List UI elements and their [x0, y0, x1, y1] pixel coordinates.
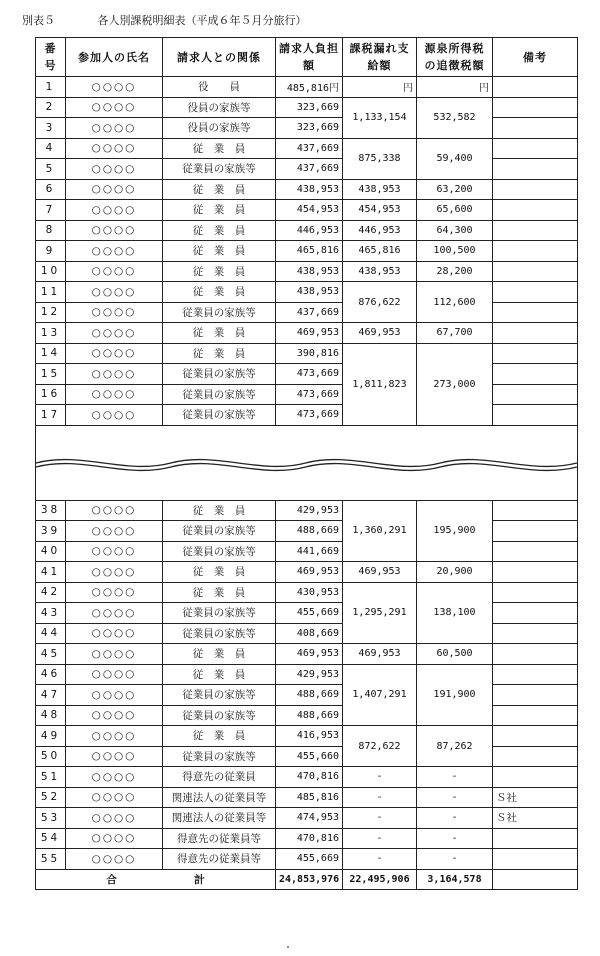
- participant-name: ○○○○: [66, 664, 163, 685]
- claimant-burden-amount: 488,669: [276, 705, 343, 726]
- remarks-cell: [493, 726, 578, 747]
- remarks-cell: [493, 159, 578, 180]
- table-row: [36, 623, 578, 644]
- claimant-burden-amount: 469,953: [276, 644, 343, 665]
- row-number: 5: [36, 159, 66, 180]
- table-row: [36, 664, 578, 685]
- participant-name: ○○○○: [66, 644, 163, 665]
- row-number: 17: [36, 405, 66, 426]
- remarks-cell: [493, 220, 578, 241]
- participant-name: ○○○○: [66, 787, 163, 808]
- participant-name: ○○○○: [66, 323, 163, 344]
- table-row: [36, 220, 578, 241]
- row-number: 3: [36, 118, 66, 139]
- participant-name: ○○○○: [66, 179, 163, 200]
- participant-name: ○○○○: [66, 746, 163, 767]
- remarks-cell: [493, 521, 578, 542]
- remarks-cell: [493, 500, 578, 521]
- remarks-cell: Ｓ社: [493, 808, 578, 829]
- relation-to-claimant: 従 業 員: [163, 323, 276, 344]
- participant-name: ○○○○: [66, 138, 163, 159]
- row-number: 43: [36, 603, 66, 624]
- claimant-burden-amount: 446,953: [276, 220, 343, 241]
- table-row: [36, 746, 578, 767]
- participant-name: ○○○○: [66, 623, 163, 644]
- withholding-tax-amount: 63,200: [417, 179, 493, 200]
- row-number: 46: [36, 664, 66, 685]
- table-row: [36, 179, 578, 200]
- row-number: 15: [36, 364, 66, 385]
- table-row: [36, 77, 578, 98]
- claimant-burden-amount: 469,953: [276, 562, 343, 583]
- taxable-amount: 469,953: [343, 644, 417, 665]
- withholding-tax-amount: 64,300: [417, 220, 493, 241]
- participant-name: ○○○○: [66, 705, 163, 726]
- row-number: 55: [36, 849, 66, 870]
- relation-to-claimant: 従 業 員: [163, 582, 276, 603]
- row-number: 48: [36, 705, 66, 726]
- claimant-burden-amount: 455,669: [276, 849, 343, 870]
- total-tax: 3,164,578: [417, 869, 493, 890]
- participant-name: ○○○○: [66, 828, 163, 849]
- remarks-cell: [493, 179, 578, 200]
- claimant-burden-amount: 416,953: [276, 726, 343, 747]
- claimant-burden-amount: 470,816: [276, 828, 343, 849]
- relation-to-claimant: 従 業 員: [163, 241, 276, 262]
- taxable-amount: 446,953: [343, 220, 417, 241]
- row-number: 2: [36, 97, 66, 118]
- relation-to-claimant: 関連法人の従業員等: [163, 808, 276, 829]
- relation-to-claimant: 従 業 員: [163, 664, 276, 685]
- taxable-amount: -: [343, 808, 417, 829]
- remarks-cell: [493, 343, 578, 364]
- withholding-tax-amount: 191,900: [417, 664, 493, 726]
- claimant-burden-amount: 473,669: [276, 384, 343, 405]
- remarks-cell: [493, 849, 578, 870]
- total-note: [493, 869, 578, 890]
- claimant-burden-amount: 455,669: [276, 603, 343, 624]
- withholding-tax-amount: 67,700: [417, 323, 493, 344]
- table-row: [36, 302, 578, 323]
- table-row: [36, 521, 578, 542]
- claimant-burden-amount: 408,669: [276, 623, 343, 644]
- table-row: [36, 603, 578, 624]
- relation-to-claimant: 従 業 員: [163, 179, 276, 200]
- table-total: [36, 869, 578, 890]
- relation-to-claimant: 役 員: [163, 77, 276, 98]
- claimant-burden-amount: 323,669: [276, 118, 343, 139]
- relation-to-claimant: 従業員の家族等: [163, 302, 276, 323]
- table-row: [36, 808, 578, 829]
- claimant-burden-amount: 438,953: [276, 282, 343, 303]
- relation-to-claimant: 従 業 員: [163, 138, 276, 159]
- table-row: [36, 384, 578, 405]
- participant-name: ○○○○: [66, 562, 163, 583]
- row-number: 41: [36, 562, 66, 583]
- withholding-tax-amount: 28,200: [417, 261, 493, 282]
- claimant-burden-amount: 438,953: [276, 261, 343, 282]
- total-label-b: 計: [194, 873, 205, 886]
- claimant-burden-amount: 430,953: [276, 582, 343, 603]
- relation-to-claimant: 従業員の家族等: [163, 159, 276, 180]
- header-note: 備考: [493, 38, 578, 77]
- remarks-cell: [493, 767, 578, 788]
- taxable-amount: 1,811,823: [343, 343, 417, 425]
- withholding-tax-amount: -: [417, 787, 493, 808]
- row-number: 47: [36, 685, 66, 706]
- claimant-burden-amount: 454,953: [276, 200, 343, 221]
- row-number: 13: [36, 323, 66, 344]
- participant-name: ○○○○: [66, 343, 163, 364]
- row-number: 6: [36, 179, 66, 200]
- relation-to-claimant: 従業員の家族等: [163, 364, 276, 385]
- table-row: [36, 787, 578, 808]
- remarks-cell: [493, 323, 578, 344]
- withholding-tax-amount: 65,600: [417, 200, 493, 221]
- row-number: 1: [36, 77, 66, 98]
- remarks-cell: [493, 118, 578, 139]
- relation-to-claimant: 従 業 員: [163, 500, 276, 521]
- tax-detail-table: [35, 37, 578, 890]
- remarks-cell: [493, 746, 578, 767]
- row-number: 11: [36, 282, 66, 303]
- table-row: [36, 828, 578, 849]
- participant-name: ○○○○: [66, 405, 163, 426]
- header-relation: 請求人との関係: [163, 38, 276, 77]
- header-taxable: 課税漏れ支給額: [343, 38, 417, 77]
- withholding-tax-amount: 87,262: [417, 726, 493, 767]
- header-tax: 源泉所得税の追徴税額: [417, 38, 493, 77]
- remarks-cell: [493, 364, 578, 385]
- table-break: [36, 425, 578, 500]
- relation-to-claimant: 従 業 員: [163, 562, 276, 583]
- remarks-cell: [493, 664, 578, 685]
- relation-to-claimant: 従業員の家族等: [163, 623, 276, 644]
- table-row: [36, 261, 578, 282]
- participant-name: ○○○○: [66, 364, 163, 385]
- relation-to-claimant: 従業員の家族等: [163, 705, 276, 726]
- total-burden: 24,853,976: [276, 869, 343, 890]
- participant-name: ○○○○: [66, 200, 163, 221]
- table-row: [36, 343, 578, 364]
- remarks-cell: [493, 138, 578, 159]
- header-name: 参加人の氏名: [66, 38, 163, 77]
- withholding-tax-amount: 273,000: [417, 343, 493, 425]
- taxable-amount: -: [343, 787, 417, 808]
- participant-name: ○○○○: [66, 97, 163, 118]
- table-body-bottom: [36, 500, 578, 869]
- row-number: 52: [36, 787, 66, 808]
- claimant-burden-amount: 473,669: [276, 364, 343, 385]
- table-row: [36, 541, 578, 562]
- relation-to-claimant: 従業員の家族等: [163, 384, 276, 405]
- table-row: [36, 562, 578, 583]
- participant-name: ○○○○: [66, 302, 163, 323]
- document-caption: [22, 12, 307, 28]
- taxable-amount: 454,953: [343, 200, 417, 221]
- relation-to-claimant: 得意先の従業員等: [163, 828, 276, 849]
- withholding-tax-amount: [417, 77, 493, 98]
- claimant-burden-amount: 438,953: [276, 179, 343, 200]
- relation-to-claimant: 従 業 員: [163, 261, 276, 282]
- relation-to-claimant: 従 業 員: [163, 220, 276, 241]
- participant-name: ○○○○: [66, 159, 163, 180]
- withholding-tax-amount: 532,582: [417, 97, 493, 138]
- claimant-burden-amount: 485,816: [276, 787, 343, 808]
- relation-to-claimant: 従業員の家族等: [163, 541, 276, 562]
- remarks-cell: Ｓ社: [493, 787, 578, 808]
- row-number: 53: [36, 808, 66, 829]
- row-number: 40: [36, 541, 66, 562]
- claimant-burden-amount: 437,669: [276, 159, 343, 180]
- total-row: [36, 869, 578, 890]
- relation-to-claimant: 従業員の家族等: [163, 405, 276, 426]
- relation-to-claimant: 従業員の家族等: [163, 521, 276, 542]
- table-row: [36, 138, 578, 159]
- wavy-break-line: [36, 425, 578, 500]
- claimant-burden-amount: 441,669: [276, 541, 343, 562]
- total-label: [36, 869, 276, 890]
- table-row: [36, 767, 578, 788]
- row-number: 16: [36, 384, 66, 405]
- claimant-burden-amount: 455,660: [276, 746, 343, 767]
- taxable-amount: 438,953: [343, 179, 417, 200]
- remarks-cell: [493, 623, 578, 644]
- claimant-burden-amount: 437,669: [276, 138, 343, 159]
- relation-to-claimant: 従業員の家族等: [163, 685, 276, 706]
- row-number: 45: [36, 644, 66, 665]
- total-taxable: 22,495,906: [343, 869, 417, 890]
- claimant-burden-amount: 470,816: [276, 767, 343, 788]
- table-row: [36, 582, 578, 603]
- claimant-burden-amount: 429,953: [276, 500, 343, 521]
- table-row: [36, 705, 578, 726]
- taxable-amount: 872,622: [343, 726, 417, 767]
- row-number: 50: [36, 746, 66, 767]
- claimant-burden-amount: 469,953: [276, 323, 343, 344]
- claimant-burden-amount: 429,953: [276, 664, 343, 685]
- participant-name: ○○○○: [66, 808, 163, 829]
- remarks-cell: [493, 405, 578, 426]
- taxable-amount: 1,133,154: [343, 97, 417, 138]
- relation-to-claimant: 得意先の従業員: [163, 767, 276, 788]
- participant-name: ○○○○: [66, 541, 163, 562]
- table-row: [36, 364, 578, 385]
- row-number: 39: [36, 521, 66, 542]
- withholding-tax-amount: 112,600: [417, 282, 493, 323]
- remarks-cell: [493, 562, 578, 583]
- remarks-cell: [493, 384, 578, 405]
- claimant-burden-amount: 488,669: [276, 521, 343, 542]
- withholding-tax-amount: 60,500: [417, 644, 493, 665]
- table-row: [36, 282, 578, 303]
- remarks-cell: [493, 200, 578, 221]
- taxable-amount: 1,407,291: [343, 664, 417, 726]
- row-number: 42: [36, 582, 66, 603]
- row-number: 44: [36, 623, 66, 644]
- row-number: 9: [36, 241, 66, 262]
- claimant-burden-amount: 437,669: [276, 302, 343, 323]
- table-row: [36, 200, 578, 221]
- header-burden: 請求人負担額: [276, 38, 343, 77]
- row-number: 12: [36, 302, 66, 323]
- total-label-a: 合: [106, 873, 117, 886]
- relation-to-claimant: 従 業 員: [163, 200, 276, 221]
- unit-yen: 円: [403, 83, 413, 95]
- participant-name: ○○○○: [66, 726, 163, 747]
- participant-name: ○○○○: [66, 220, 163, 241]
- taxable-amount: -: [343, 828, 417, 849]
- row-number: 8: [36, 220, 66, 241]
- table-body-top: [36, 77, 578, 426]
- participant-name: ○○○○: [66, 500, 163, 521]
- relation-to-claimant: 得意先の従業員等: [163, 849, 276, 870]
- remarks-cell: [493, 302, 578, 323]
- page-speck: [287, 946, 289, 948]
- taxable-amount: 1,295,291: [343, 582, 417, 644]
- withholding-tax-amount: 100,500: [417, 241, 493, 262]
- table-row: [36, 644, 578, 665]
- participant-name: ○○○○: [66, 849, 163, 870]
- remarks-cell: [493, 685, 578, 706]
- relation-to-claimant: 従業員の家族等: [163, 603, 276, 624]
- participant-name: ○○○○: [66, 603, 163, 624]
- participant-name: ○○○○: [66, 582, 163, 603]
- relation-to-claimant: 役員の家族等: [163, 97, 276, 118]
- remarks-cell: [493, 644, 578, 665]
- remarks-cell: [493, 261, 578, 282]
- relation-to-claimant: 従 業 員: [163, 282, 276, 303]
- withholding-tax-amount: 20,900: [417, 562, 493, 583]
- claimant-burden-amount: 390,816: [276, 343, 343, 364]
- row-number: 51: [36, 767, 66, 788]
- table-row: [36, 97, 578, 118]
- participant-name: ○○○○: [66, 241, 163, 262]
- table-row: [36, 118, 578, 139]
- row-number: 4: [36, 138, 66, 159]
- row-number: 54: [36, 828, 66, 849]
- remarks-cell: [493, 603, 578, 624]
- remarks-cell: [493, 705, 578, 726]
- claimant-burden-amount: 323,669: [276, 97, 343, 118]
- claimant-burden-amount: 465,816: [276, 241, 343, 262]
- withholding-tax-amount: -: [417, 828, 493, 849]
- appendix-tag: 別表５: [22, 14, 55, 27]
- taxable-amount: 438,953: [343, 261, 417, 282]
- row-number: 7: [36, 200, 66, 221]
- header-no: 番号: [36, 38, 66, 77]
- taxable-amount: -: [343, 849, 417, 870]
- relation-to-claimant: 従業員の家族等: [163, 746, 276, 767]
- relation-to-claimant: 役員の家族等: [163, 118, 276, 139]
- table-row: [36, 500, 578, 521]
- omission-break-row: [36, 425, 578, 500]
- row-number: 49: [36, 726, 66, 747]
- relation-to-claimant: 従 業 員: [163, 726, 276, 747]
- table-row: [36, 241, 578, 262]
- taxable-amount: 469,953: [343, 323, 417, 344]
- table-row: [36, 849, 578, 870]
- participant-name: ○○○○: [66, 767, 163, 788]
- table-row: [36, 159, 578, 180]
- relation-to-claimant: 関連法人の従業員等: [163, 787, 276, 808]
- withholding-tax-amount: 138,100: [417, 582, 493, 644]
- participant-name: ○○○○: [66, 685, 163, 706]
- remarks-cell: [493, 282, 578, 303]
- table-row: [36, 726, 578, 747]
- row-number: 10: [36, 261, 66, 282]
- taxable-amount: 469,953: [343, 562, 417, 583]
- taxable-amount: 1,360,291: [343, 500, 417, 562]
- taxable-amount: [343, 77, 417, 98]
- relation-to-claimant: 従 業 員: [163, 343, 276, 364]
- taxable-amount: 465,816: [343, 241, 417, 262]
- participant-name: ○○○○: [66, 118, 163, 139]
- withholding-tax-amount: -: [417, 849, 493, 870]
- claimant-burden-amount: 485,816円: [276, 77, 343, 98]
- participant-name: ○○○○: [66, 521, 163, 542]
- table-title: 各人別課税明細表（平成６年５月分旅行）: [97, 14, 307, 27]
- relation-to-claimant: 従 業 員: [163, 644, 276, 665]
- withholding-tax-amount: 195,900: [417, 500, 493, 562]
- taxable-amount: -: [343, 767, 417, 788]
- participant-name: ○○○○: [66, 77, 163, 98]
- claimant-burden-amount: 474,953: [276, 808, 343, 829]
- remarks-cell: [493, 541, 578, 562]
- withholding-tax-amount: -: [417, 808, 493, 829]
- taxable-amount: 875,338: [343, 138, 417, 179]
- header-row: [36, 38, 578, 77]
- participant-name: ○○○○: [66, 282, 163, 303]
- row-number: 38: [36, 500, 66, 521]
- table-row: [36, 685, 578, 706]
- remarks-cell: [493, 241, 578, 262]
- claimant-burden-amount: 473,669: [276, 405, 343, 426]
- remarks-cell: [493, 77, 578, 98]
- remarks-cell: [493, 828, 578, 849]
- row-number: 14: [36, 343, 66, 364]
- withholding-tax-amount: 59,400: [417, 138, 493, 179]
- taxable-amount: 876,622: [343, 282, 417, 323]
- participant-name: ○○○○: [66, 261, 163, 282]
- table-row: [36, 405, 578, 426]
- participant-name: ○○○○: [66, 384, 163, 405]
- remarks-cell: [493, 582, 578, 603]
- unit-yen: 円: [479, 83, 489, 95]
- tax-detail-table-wrap: [35, 37, 577, 890]
- remarks-cell: [493, 97, 578, 118]
- table-row: [36, 323, 578, 344]
- withholding-tax-amount: -: [417, 767, 493, 788]
- claimant-burden-amount: 488,669: [276, 685, 343, 706]
